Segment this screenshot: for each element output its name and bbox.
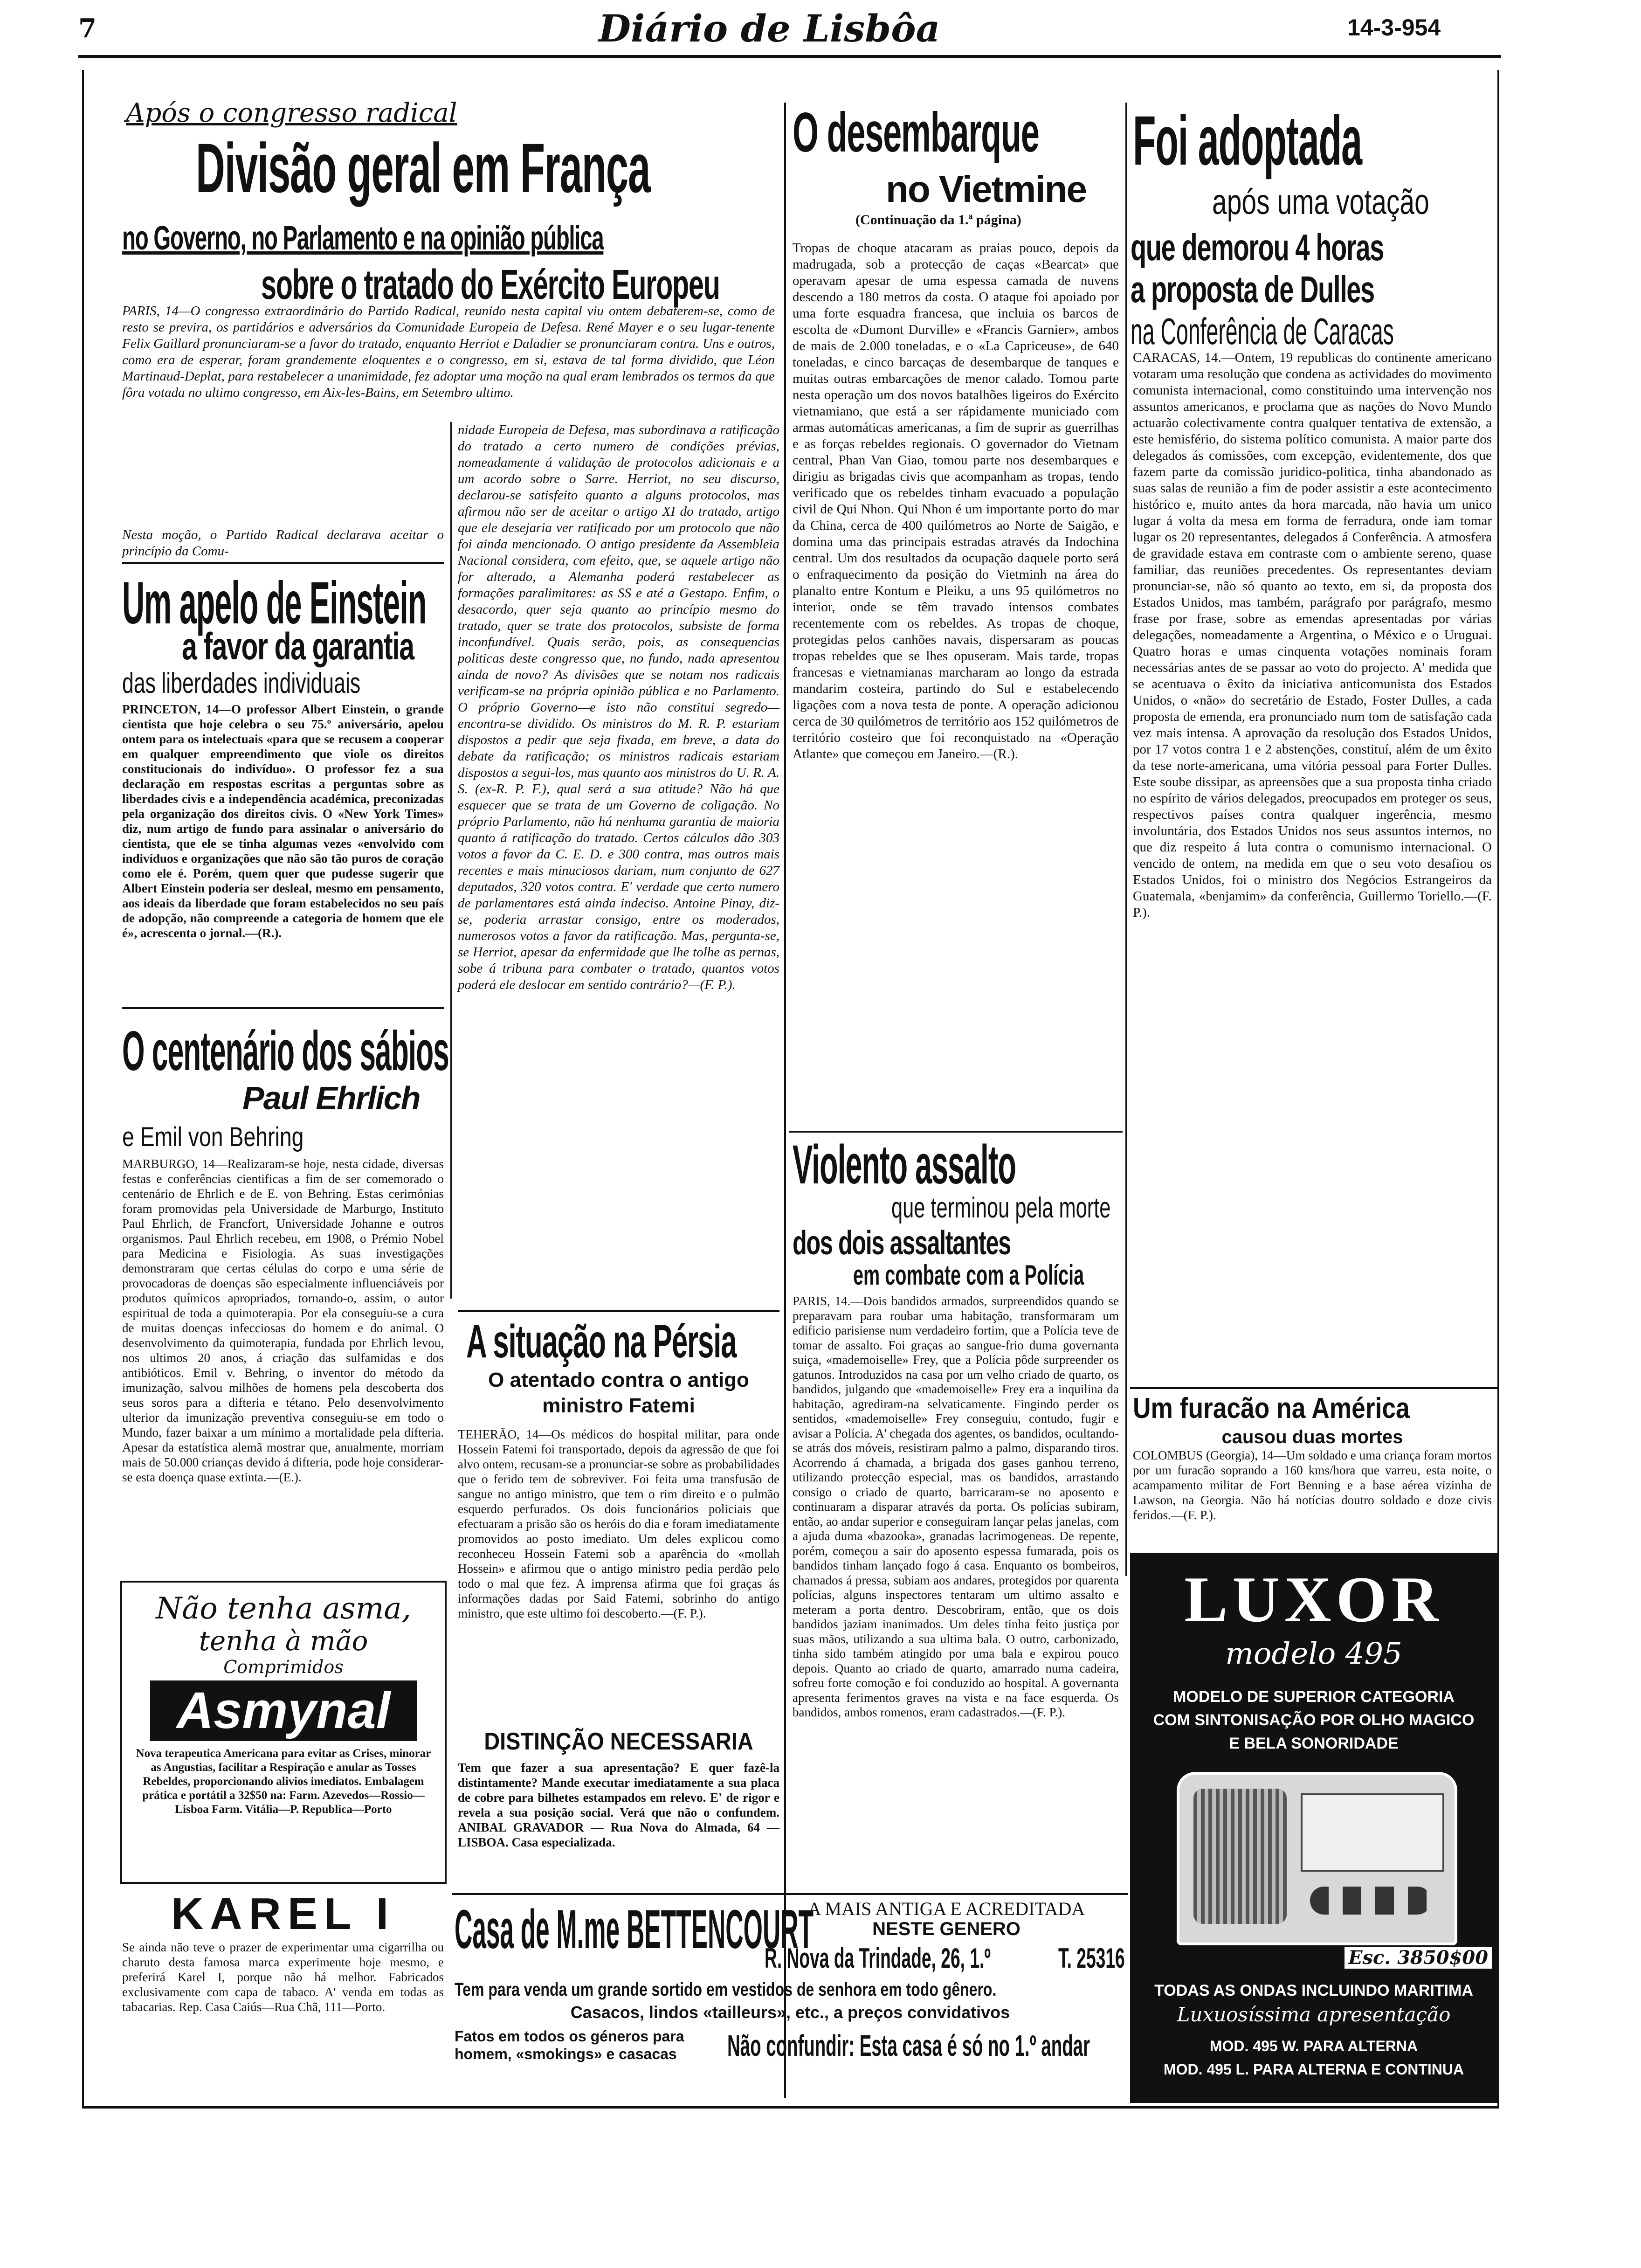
luxor-line-7: MOD. 495 L. PARA ALTERNA E CONTINUA xyxy=(1163,2061,1464,2078)
bettencourt-line-1: Tem para venda um grande sortido em vestidos de senhora em todo gênero. xyxy=(455,1979,997,2000)
radio-dial xyxy=(1301,1793,1444,1872)
bettencourt-tag-2: NESTE GENERO xyxy=(872,1919,1020,1939)
frame-bottom xyxy=(82,2106,1499,2109)
adoptada-headline-4: a proposta de Dulles xyxy=(1131,269,1374,310)
luxor-model: modelo 495 xyxy=(1225,1637,1402,1671)
luxor-brand: LUXOR xyxy=(1184,1563,1443,1636)
radio-speaker-grille xyxy=(1193,1789,1287,1924)
assalto-headline-4: em combate com a Polícia xyxy=(853,1259,1084,1291)
bettencourt-line-3: Fatos em todos os géneros para homem, «smokings» e casacas xyxy=(455,2028,684,2062)
header-rule xyxy=(78,55,1501,58)
persia-headline-3: ministro Fatemi xyxy=(542,1394,695,1417)
vietmine-note: (Continuação da 1.ª página) xyxy=(855,212,1021,228)
france-lead: PARIS, 14—O congresso extraordinário do Partido Radical, reunido nesta capital viu ontem debaterem-se, como de resto se previra, os partidários e adversários da Comunidade Europeia de Defesa. René Mayer e o seu lugar-tenente Felix Gaillard pronunciaram-se a favor do tratado, enquanto Herriot e Daladier se pronunciaram contra. Uns e outros, como era de esperar, foram grandemente eloquentes e o congresso, em si, estava de tal forma dividido, que Léon Martinaud-Deplat, para restabelecer a unanimidade, fez adoptar uma moção na qual eram lembrados os termos da que fôra votada no ultimo congresso, em Aix-les-Bains, em Setembro ultimo. xyxy=(122,304,775,400)
bettencourt-name: Casa de M.me BETTENCOURT xyxy=(455,1899,814,1960)
france-col2: nidade Europeia de Defesa, mas subordinava a ratificação do tratado a certo numero de condições prévias, nomeadamente á validação de protocolos adicionais e a um acordo sobre o Sarre. Herriot, no seu discurso, declarou-se satisfeito quanto a alguns protocolos, mas afirmou não ser de aceitar o artigo XI do tratado, artigo que ele desejaria ver ratificado por um protocolo que não foi ainda mencionado. O antigo presidente da Assembleia Nacional considera, com efeito, que, se aquele artigo não for alterado, a Alemanha poderá restabelecer as formações paralimitares: as SS e até a Gestapo. Enfim, o desacordo, quer seja quanto ao princípio mesmo do tratado, quer se trate dos protocolos, subsiste de forma inconfundível. Quais serão, pois, as consequencias politicas deste congresso que, no fundo, nada apresentou ainda de novo? As divisões que se notam nos radicais verificam-se na própria opinião pública e no Parlamento. O próprio Governo—e isto não constitui segredo—encontra-se dividido. Os ministros do M. R. P. estariam dispostos a pedir que seja fixada, em breve, a data do debate da ratificação; os ministros radicais estariam dispostos a segui-los, mas quanto aos ministros do U. R. A. S. (ex-R. P. F.), qual será a sua atitude? Não há que esquecer que se trata de um Governo de coligação. No próprio Parlamento, não há nenhuma garantia de maioria quanto á ratificação do tratado. Certos cálculos dão 303 votos a favor da C. E. D. e 300 contra, mas outros mais recentes e mais minuciosos dariam, num conjunto de 627 deputados, 320 votos contra. E' verdade que certo numero de parlamentares está ainda indeciso. Antoine Pinay, diz-se, poderia arrastar consigo, entre os moderados, numerosos votos a favor da ratificação. Mas, pergunta-se, se Herriot, apesar da enfermidade que lhe tolhe as pernas, sobe á tribuna para combater o tratado, quantos votos poderá ele deslocar em sentido contrário?—(F. P.). xyxy=(458,422,779,992)
assalto-body: PARIS, 14.—Dois bandidos armados, surpreendidos quando se preparavam para roubar uma habitação, transformaram um edificio parisiense num verdadeiro fortim, que a Polícia teve de tomar de assalto. Foi graças ao sangue-frio duma governanta suiça, «mademoiselle» Frey, que a Polícia pôde surpreender os gatunos. Introduzidos na casa por um velho criado de quarto, os bandidos, julgando que «mademoiselle» Frey era a inquilina da habitação, agrediram-na selvaticamente. Fingindo perder os sentidos, «mademoiselle» Frey conseguiu, contudo, fugir e avisar a Polícia. A' chegada dos agentes, os bandidos, ocultando-se atrás dos móveis, resistiram palmo a palmo, disparando tiros. Acorrendo á chamada, a brigada dos gases ganhou terreno, utilizando protecção especial, mas os bandidos, arrastando consigo o criado de quarto, barricaram-se no aposento e continuaram a disparar através da porta. Os polícias subiram, então, ao andar superior e conseguiram lançar pelas janelas, com a ajuda duma «bazooka», granadas lacrimogeneas. De repente, porém, começou a sair do aposento espessa fumarada, pois os bandidos tinham lançado fogo á casa. Enquanto os bombeiros, chamados á pressa, subiam aos andares, protegidos por quarenta polícias, alguns inspectores tentaram um ultimo assalto e meteram a porta dentro. Descobriram, então, que os dois bandidos jaziam inanimados. Um deles tinha feito justiça por suas mãos, utilizando a sua ultima bala. O outro, carbonizado, tinha sido também atingido por uma bala e expirou pouco depois. Quanto ao criado de quarto, amarrado numa cadeira, sofreu forte comoção e foi conduzido ao hospital. A governanta apresenta ferimentos graves na vista e na face esquerda. Os bandidos, ambos romenos, eram cadastrados.—(F. P.). xyxy=(793,1294,1119,1719)
einstein-body: PRINCETON, 14—O professor Albert Einstein, o grande cientista que hoje celebra o seu 75.º aniversário, apelou ontem para os intelectuais «para que se recusem a cooperar em qualquer empreendimento que viole os direitos constitucionais do indivíduo». O professor fez a sua declaração em respostas escritas a perguntas sobre as liberdades civis e a independência académica, preconizadas pela organização dos direitos civis. O «New York Times» diz, num artigo de fundo para assinalar o aniversário do cientista, que ele se tinha algumas vezes «envolvido com indivíduos e organizações que não são tão puros de coração como ele é. Porém, quem quer que pudesse sugerir que Albert Einstein poderia ser desleal, mesmo em pensamento, aos ideais da liberdade que foram estabelecidos no seu país de adopção, não compreende a categoria de homem que ele é», acrescenta o jornal.—(R.). xyxy=(122,702,444,940)
luxor-line-5: Luxuosíssima apresentação xyxy=(1177,2003,1451,2026)
assalto-headline-3: dos dois assaltantes xyxy=(793,1224,1011,1262)
ehrlich-body: MARBURGO, 14—Realizaram-se hoje, nesta cidade, diversas festas e conferências cientificas a fim de ser comemorado o centenário de Ehrlich e de E. von Behring. Estas cerimónias foram promovidas pela Universidade de Marburgo, Instituto Paul Ehrlich, de Francfort, Universidade Johanne e outros organismos. Paul Ehrlich recebeu, em 1908, o Prémio Nobel para Medicina e Fisiologia. As suas investigações demonstraram que certas células do corpo e uma série de provocadoras de doenças são especialmente influenciáveis por produtos químicos apropriados, tornando-o, assim, o autor espiritual de toda a quimoterapia. Por ela conseguiu-se a cura de muitas doenças infecciosas do homem e do animal. O desenvolvimento da quimoterapia, fundada por Ehrlich levou, nos ultimos 20 anos, á criação das sulfamidas e dos antibióticos. Emil v. Behring, o inventor do método da imunização, salvou milhões de homens pela descoberta dos seus soros para a difteria e tétano. Pelo desenvolvimento ulterior da imunização preventiva conseguiu-se em todo o Mundo, fazer baixar a um mínimo a mortalidade pela difteria. Apesar da estatística alemã mostrar que, anualmente, morriam mais de 50.000 crianças devido á difteria, pode hoje considerar-se esta doença quase extinta.—(E.). xyxy=(122,1157,444,1484)
ehrlich-top-rule xyxy=(122,1007,444,1009)
bettencourt-phone: T. 25316 xyxy=(1058,1943,1125,1974)
assalto-top-rule xyxy=(789,1131,1123,1133)
luxor-line-6: MOD. 495 W. PARA ALTERNA xyxy=(1209,2038,1418,2054)
einstein-headline: Um apelo de Einstein xyxy=(122,570,427,636)
persia-headline-2: O atentado contra o antigo xyxy=(488,1369,749,1391)
vietmine-headline-2: no Vietmine xyxy=(886,168,1086,210)
karel-brand: KAREL I xyxy=(171,1889,395,1939)
adoptada-headline-2: após uma votação xyxy=(1212,182,1429,222)
france-subhead-2: sobre o tratado do Exército Europeu xyxy=(261,262,720,308)
france-column-rule xyxy=(450,422,452,1299)
luxor-line-1: MODELO DE SUPERIOR CATEGORIA xyxy=(1173,1688,1455,1706)
france-subhead-1: no Governo, no Parlamento e na opinião pública xyxy=(122,220,604,257)
adoptada-headline-5: na Conferência de Caracas xyxy=(1131,311,1394,352)
karel-text: Se ainda não teve o prazer de experimentar uma cigarrilha ou charuto desta famosa marca experimente hoje mesmo, e preferirá Karel I, porque não há melhor. Fabricados exclusivamente com capa de tabaco. A' venda em todas as tabacarias. Rep. Casa Caiús—Rua Chã, 111—Porto. xyxy=(122,1940,444,2014)
ehrlich-subhead-1: Paul Ehrlich xyxy=(242,1080,420,1116)
persia-body: TEHERÃO, 14—Os médicos do hospital militar, para onde Hossein Fatemi foi transportado, depois da agressão de que foi alvo ontem, recusam-se a pronunciar-se sobre as probabilidades que o ferido tem de sobreviver. Foi feita uma transfusão de sangue no antigo ministro, que tem o rim direito e o pulmão esquerdo perfurados. Os dois funcionários policiais que efectuaram a prisão são os heróis do dia e foram imediatamente promovidos ao posto imediato. Um deles explicou como reconheceu Hossein Fatemi sob a aparência do «mollah Hossein» e afirmou que o antigo ministro pedia perdão pelo todo o mal que fez. A imprensa afirma que foi graças ás informações dadas por Said Fatemi, sobrinho do antigo ministro, que este ultimo foi descoberto.—(F. P.). xyxy=(458,1427,779,1620)
column-divider-1 xyxy=(784,103,786,2098)
france-headline: Divisão geral em França xyxy=(196,129,650,207)
ad-luxor xyxy=(1130,1553,1497,2103)
adoptada-headline-1: Foi adoptada xyxy=(1133,101,1362,180)
page-number: 7 xyxy=(78,13,97,44)
luxor-line-2: COM SINTONISAÇÃO POR OLHO MAGICO xyxy=(1153,1711,1475,1729)
gravador-text: Tem que fazer a sua apresentação? E quer fazê-la distintamente? Mande executar imediatamente a sua placa de cobre para bilhetes estampados em relevo. E' de rigor e revela a sua posição social. Verá que não o confundem. ANIBAL GRAVADOR — Rua Nova do Almada, 64 — LISBOA. Casa especializada. xyxy=(458,1761,779,1849)
einstein-subhead-1: a favor da garantia xyxy=(182,625,414,668)
adoptada-headline-3: que demorou 4 horas xyxy=(1131,227,1384,268)
assalto-headline-2: que terminou pela morte xyxy=(891,1192,1111,1224)
assalto-headline-1: Violento assalto xyxy=(793,1134,1016,1196)
vietmine-headline-1: O desembarque xyxy=(793,101,1039,164)
luxor-line-3: E BELA SONORIDADE xyxy=(1229,1735,1399,1752)
frame-left xyxy=(82,70,84,2108)
asmynal-text: Nova terapeutica Americana para evitar as Crises, minorar as Angustias, facilitar a Respiração e anular as Tosses Rebeldes, proporcionando alivios imediatos. Embalagem prática e portátil a 32$50 na: Farm. Azevedos—Rossio—Lisboa Farm. Vitália—P. Republica—Porto xyxy=(136,1747,431,1816)
gravador-title: DISTINÇÃO NECESSARIA xyxy=(484,1728,753,1755)
luxor-line-4: TODAS AS ONDAS INCLUINDO MARITIMA xyxy=(1154,1982,1473,1999)
bettencourt-address: R. Nova da Trindade, 26, 1.º xyxy=(765,1943,991,1974)
asmynal-line-2: tenha à mão xyxy=(199,1625,368,1657)
radio-illustration xyxy=(1177,1772,1457,1945)
france-kicker: Após o congresso radical xyxy=(126,98,457,128)
issue-date: 14-3-954 xyxy=(1347,14,1441,41)
masthead: Diário de Lisbôa xyxy=(598,7,940,50)
asmynal-line-1: Não tenha asma, xyxy=(156,1591,411,1626)
einstein-subhead-2: das liberdades individuais xyxy=(122,667,361,699)
bettencourt-tag-1: A MAIS ANTIGA E ACREDITADA xyxy=(807,1898,1085,1919)
furacao-body: COLOMBUS (Georgia), 14—Um soldado e uma criança foram mortos por um furacão soprando a 160 kms/hora que varreu, esta noite, o acampamento militar de Fort Benning e a base aérea vizinha de Lawson, na Georgia. Não há notícias doutro soldado e doze civis feridos.—(F. P.). xyxy=(1133,1448,1492,1522)
vietmine-body: Tropas de choque atacaram as praias pouco, depois da madrugada, sob a protecção de caças «Bearcat» que operavam apesar de uma espessa camada de nuvens descendo a 180 metros da costa. O ataque foi apoiado por uma forte esquadra francesa, que incluia os barcos de escolta de «Dumont Durville» e «Francis Garnier», ambos de mais de 2.000 toneladas, e o «La Capriceuse», de 640 toneladas, e cinco barcaças de desembarque de tanques e muitas outras embarcações de menor calado. Tomou parte nesta operação um dos novos batalhões ligeiros do Exército vietnamiano, que está a ser rápidamente municiado com armas automáticas americanas, a fim de suprir as guerrilhas e as forças rebeldes regionais. O governador do Vietnam central, Phan Van Giao, tomou parte nos desembarques e dirigiu as brigadas civis que acompanham as tropas, tendo verificado que os rebeldes tinham evacuado a população civil de Qui Nhon. Qui Nhon é um importante porto do mar da China, cerca de 400 quilómetros ao Norte de Saigão, e domina uma das principais estradas através da Indochina central. Um dos resultados da ocupação daquele porto será o enfraquecimento da posição do Vietminh na área do planalto entre Kontum e Pleiku, a uns 95 quilómetros no interior, onde se têm travado intensos combates recentemente com os rebeldes. As tropas de choque, protegidas pelos canhões navais, dispersaram as poucas tropas rebeldes que se lhes opuseram. Mais tarde, tropas francesas e vietnamianas marcharam ao longo da estrada mandarim costeira, partindo do Sul e estabelecendo ligações com a nova testa de ponte. A operação adicionou cerca de 30 quilómetros de território aos 152 quilómetros de território costeiro que foi reconquistado na «Operação Atlante» que começou em Janeiro.—(R.). xyxy=(793,241,1119,761)
bettencourt-line-4: Não confundir: Esta casa é só no 1.º andar xyxy=(727,2029,1090,2062)
einstein-top-rule xyxy=(122,562,444,564)
france-col1-end: Nesta moção, o Partido Radical declarava aceitar o princípio da Comu- xyxy=(122,527,444,559)
furacao-top-rule xyxy=(1130,1387,1497,1389)
persia-headline-1: A situação na Pérsia xyxy=(466,1315,737,1368)
ad-asmynal xyxy=(120,1581,447,1884)
column-divider-2 xyxy=(1125,103,1127,1576)
furacao-headline-1: Um furacão na América xyxy=(1133,1392,1410,1424)
asmynal-line-3: Comprimidos xyxy=(223,1657,344,1677)
frame-right xyxy=(1497,70,1499,2108)
ehrlich-subhead-2: e Emil von Behring xyxy=(122,1122,304,1152)
asmynal-brand: Asmynal xyxy=(150,1680,417,1741)
furacao-headline-2: causou duas mortes xyxy=(1221,1427,1403,1447)
persia-top-rule xyxy=(458,1310,779,1312)
bettencourt-top-rule xyxy=(452,1893,1128,1895)
bettencourt-line-2: Casacos, lindos «tailleurs», etc., a preços convidativos xyxy=(570,2003,1010,2022)
luxor-price: Esc. 3850$00 xyxy=(1345,1947,1492,1969)
radio-knobs xyxy=(1310,1887,1431,1915)
adoptada-body: CARACAS, 14.—Ontem, 19 republicas do continente americano votaram uma resolução que condena as actividades do movimento comunista internacional, como constituindo uma intervenção nos assuntos americanos, e proclama que as nações do Novo Mundo actuarão colectivamente contra qualquer tentativa de extensão, a este hemisfério, do sistema político comunista. A maior parte dos delegados ás comissões, com excepção, evidentemente, dos que fazem parte da comissão juridico-politica, tinha abandonado as suas salas de reunião a fim de poder assistir a este acontecimento histórico e, muito antes da hora marcada, não havia um unico lugar á volta da mesa em forma de ferradura, onde iam tomar lugar os 20 representantes, delegados á Conferência. A atmosfera de gravidade estava em contraste com o ambiente sereno, quase familiar, das reuniões precedentes. Os representantes deviam pronunciar-se, não só quanto ao texto, em si, da proposta dos Estados Unidos, mas também, parágrafo por parágrafo, mesmo frase por frase, sobre as emendas apresentadas por várias delegações, nomeadamente a Argentina, o México e o Uruguai. Quatro horas e umas cinquenta votações nominais foram necessárias antes de se passar ao voto do projecto. A' medida que se acentuava o êxito da iniciativa anticomunista dos Estados Unidos, o «não» do secretário de Estado, Foster Dulles, a cada proposta de emenda, era pronunciado num tom de satisfação cada vez mais intensa. A aprovação da resolução dos Estados Unidos, por 17 votos contra 1 e 2 abstenções, constituí, além de um êxito da tese norte-americana, uma vitória pessoal para Forter Dulles. Este soube dissipar, as apreensões que a sua proposta tinha criado no espírito de vários delegados, preocupados em proteger os seus, respectivos países contra qualquer ingerência, mesmo involuntária, dos Estados Unidos nos seus assuntos internos, no que diz respeito á luta contra o comunismo internacional. O vencido de ontem, na medida em que o seu voto desafiou os Estados Unidos, foi o ministro dos Negócios Estrangeiros da Guatemala, «benjamim» da conferência, Guillermo Toriello.—(F. P.). xyxy=(1133,350,1492,920)
ehrlich-headline: O centenário dos sábios xyxy=(122,1020,449,1082)
